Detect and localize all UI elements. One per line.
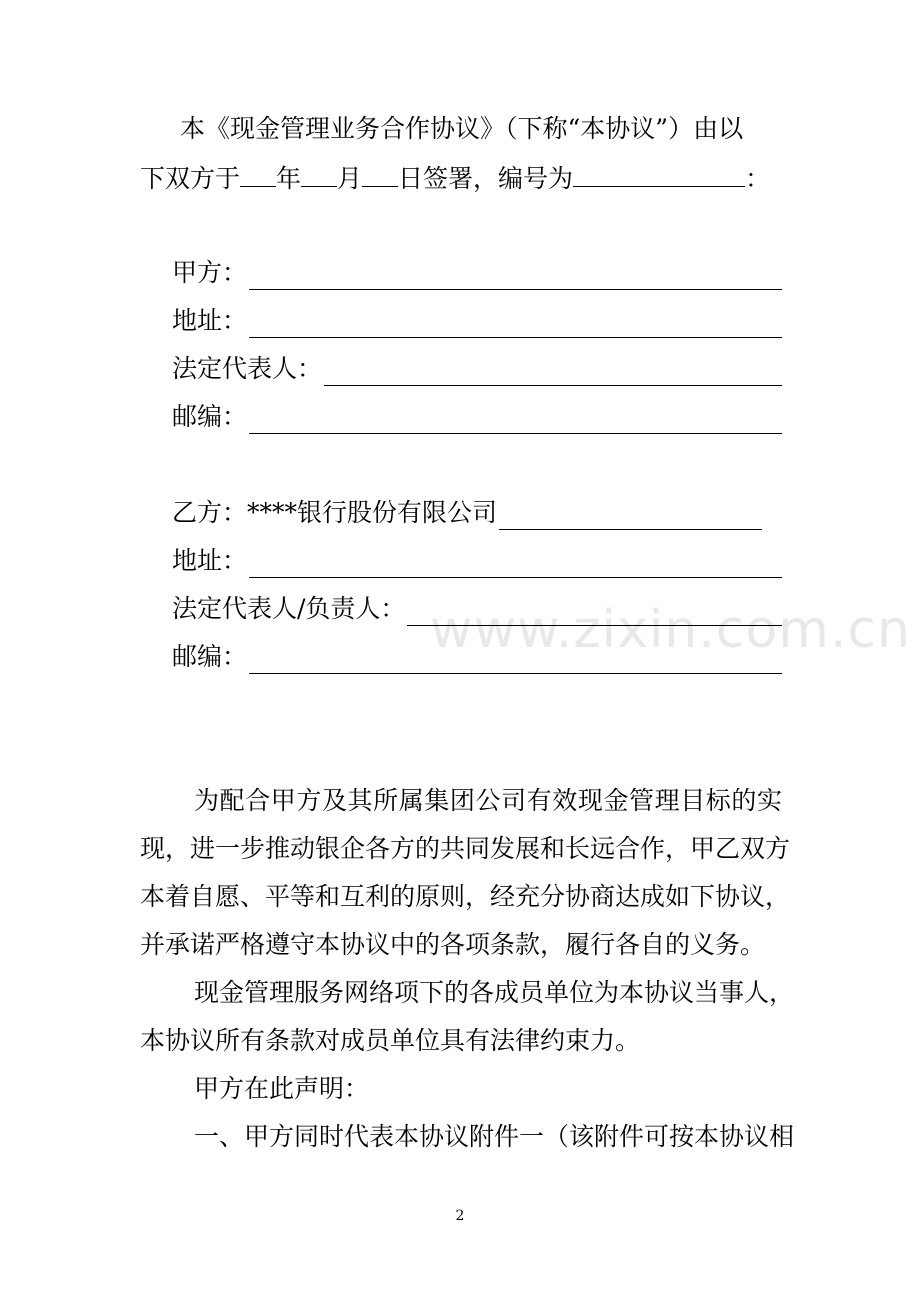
month-label: 月 [337,164,363,193]
party-a-name-field [172,256,782,290]
party-a-postcode-blank [249,409,782,434]
intro-signed-prefix: 下双方于 [140,164,241,193]
party-a-address-label: 地址： [172,306,248,335]
party-b-name-label: 乙方：****银行股份有限公司 [172,498,498,527]
party-a-address-field [172,304,782,338]
party-a-name-blank [249,265,782,290]
party-b-name-blank [499,505,762,530]
month-blank [301,160,337,187]
paragraph-2-line-1: 现金管理服务网络项下的各成员单位为本协议当事人， [194,978,795,1007]
page-number: 2 [455,1208,465,1224]
party-b-rep-field [172,592,782,626]
party-a-rep-field [172,352,782,386]
watermark: www.zixin.com.cn [430,600,911,660]
year-blank [240,160,276,187]
party-b-address-label: 地址： [172,546,248,575]
intro-colon: ： [745,164,771,193]
agreement-number-blank [573,160,745,187]
party-a-postcode-field [172,400,782,434]
party-b-postcode-blank [249,649,782,674]
party-b-address-field [172,544,782,578]
party-b-postcode-label: 邮编： [172,642,248,671]
intro-line-1: 本《现金管理业务合作协议》（下称“本协议”）由以 [180,114,744,143]
party-a-rep-blank [324,361,782,386]
party-a-rep-label: 法定代表人： [172,354,323,383]
party-b-name-field [172,496,762,530]
intro-line-2 [140,160,770,196]
paragraph-4-line-1: 一、甲方同时代表本协议附件一（该附件可按本协议相 [194,1122,795,1151]
party-a-name-label: 甲方： [172,258,248,287]
paragraph-2-line-2: 本协议所有条款对成员单位具有法律约束力。 [140,1026,641,1055]
paragraph-3: 甲方在此声明： [194,1074,370,1103]
paragraph-1-line-4: 并承诺严格遵守本协议中的各项条款，履行各自的义务。 [140,930,766,959]
paragraph-1-line-3: 本着自愿、平等和互利的原则，经充分协商达成如下协议， [140,882,791,911]
party-b-rep-label: 法定代表人/负责人： [172,594,406,623]
party-a-address-blank [249,313,782,338]
day-blank [362,160,398,187]
party-b-postcode-field [172,640,782,674]
day-label: 日签署，编号为 [398,164,574,193]
party-b-rep-blank [407,601,782,626]
year-label: 年 [276,164,302,193]
paragraph-1-line-1: 为配合甲方及其所属集团公司有效现金管理目标的实 [194,786,782,815]
party-b-address-blank [249,553,782,578]
paragraph-1-line-2: 现，进一步推动银企各方的共同发展和长远合作，甲乙双方 [140,834,791,863]
party-a-postcode-label: 邮编： [172,402,248,431]
